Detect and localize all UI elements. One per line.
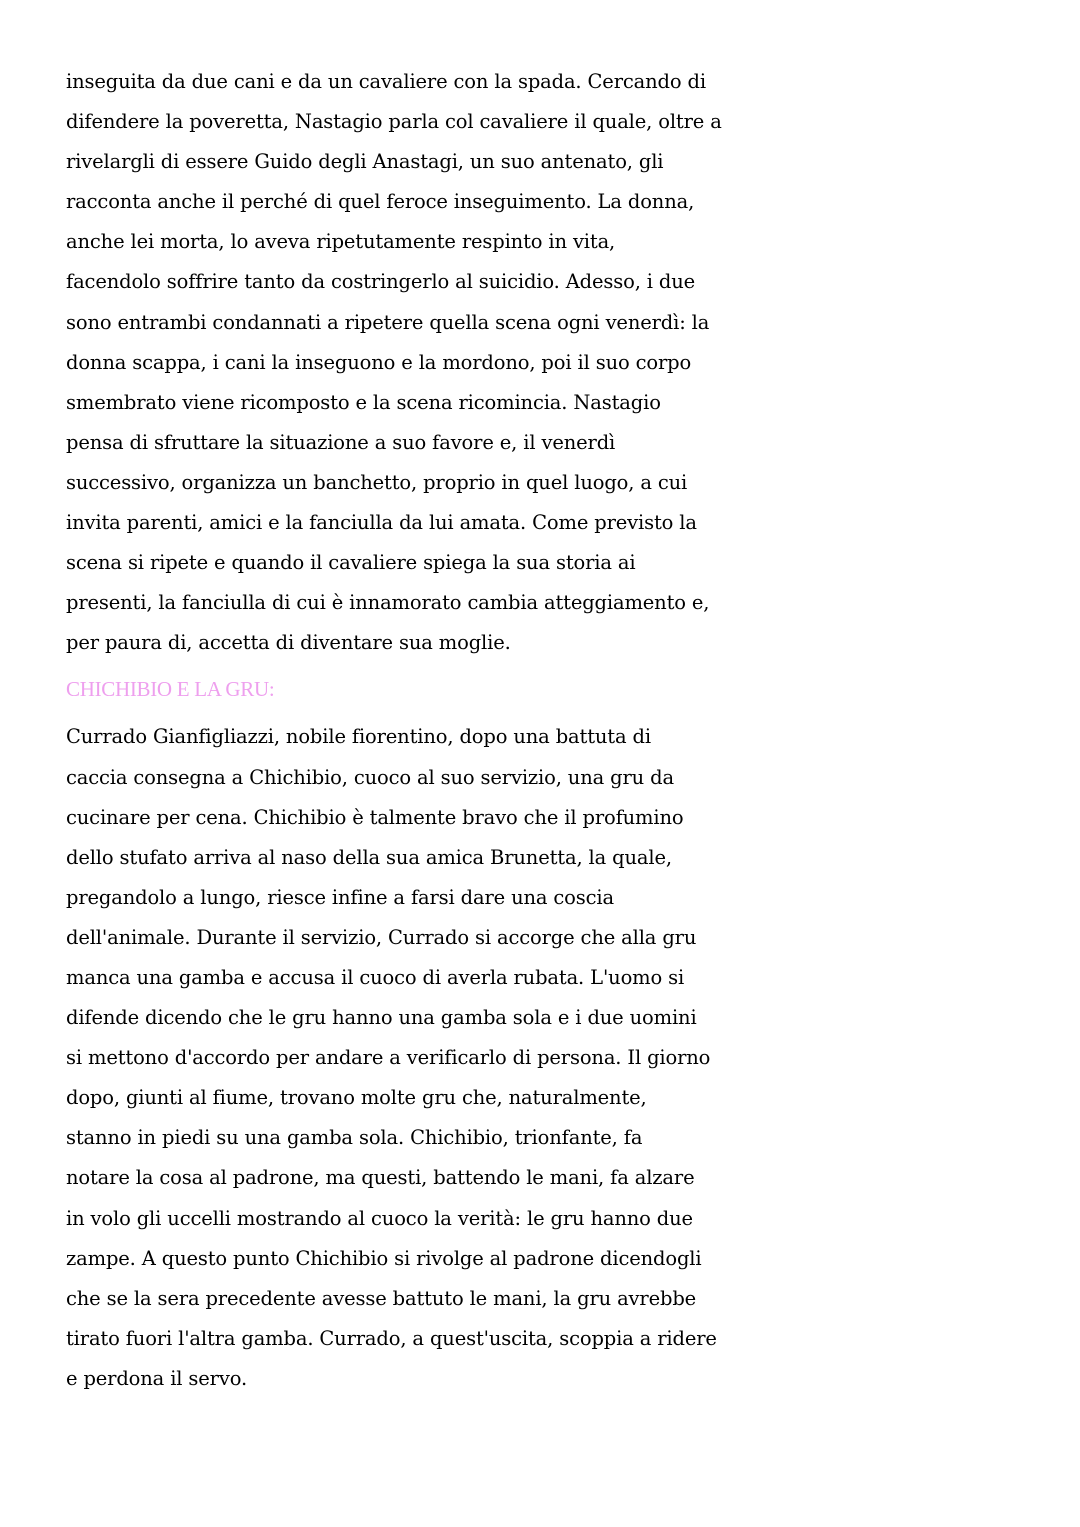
text-line: caccia consegna a Chichibio, cuoco al suo servizio, una gru da xyxy=(66,765,674,789)
text-line: dopo, giunti al fiume, trovano molte gru che, naturalmente, xyxy=(66,1086,647,1110)
text-line: dello stufato arriva al naso della sua amica Brunetta, la quale, xyxy=(66,845,672,869)
text-line: manca una gamba e accusa il cuoco di averla rubata. L'uomo si xyxy=(66,965,685,989)
text-line: inseguita da due cani e da un cavaliere con la spada. Cercando di xyxy=(66,70,706,93)
text-line: zampe. A questo punto Chichibio si rivolge al padrone dicendogli xyxy=(66,1246,702,1270)
text-line: stanno in piedi su una gamba sola. Chichibio, trionfante, fa xyxy=(66,1126,643,1150)
document-page xyxy=(66,62,1026,1399)
text-line: difendere la poveretta, Nastagio parla col cavaliere il quale, oltre a xyxy=(66,110,722,134)
text-line: presenti, la fanciulla di cui è innamorato cambia atteggiamento e, xyxy=(66,591,710,615)
text-line: notare la cosa al padrone, ma questi, battendo le mani, fa alzare xyxy=(66,1166,695,1190)
text-line: racconta anche il perché di quel feroce inseguimento. La donna, xyxy=(66,190,695,214)
section-heading-chichibio: CHICHIBIO E LA GRU: xyxy=(66,677,275,702)
text-line: tirato fuori l'altra gamba. Currado, a quest'uscita, scoppia a ridere xyxy=(66,1326,717,1350)
text-line: scena si ripete e quando il cavaliere spiega la sua storia ai xyxy=(66,551,636,575)
text-line: e perdona il servo. xyxy=(66,1366,247,1390)
text-line: rivelargli di essere Guido degli Anastagi, un suo antenato, gli xyxy=(66,150,664,174)
text-line: in volo gli uccelli mostrando al cuoco la verità: le gru hanno due xyxy=(66,1206,693,1230)
paragraph-nastagio xyxy=(66,62,1026,663)
text-line: pregandolo a lungo, riesce infine a farsi dare una coscia xyxy=(66,885,614,909)
text-line: successivo, organizza un banchetto, proprio in quel luogo, a cui xyxy=(66,470,688,494)
text-line: difende dicendo che le gru hanno una gamba sola e i due uomini xyxy=(66,1006,697,1030)
text-line: Currado Gianfigliazzi, nobile fiorentino, dopo una battuta di xyxy=(66,725,651,749)
text-line: si mettono d'accordo per andare a verificarlo di persona. Il giorno xyxy=(66,1046,711,1070)
text-line: che se la sera precedente avesse battuto le mani, la gru avrebbe xyxy=(66,1286,697,1310)
paragraph-chichibio xyxy=(66,717,1026,1399)
text-line: facendolo soffrire tanto da costringerlo al suicidio. Adesso, i due xyxy=(66,270,696,294)
text-line: cucinare per cena. Chichibio è talmente bravo che il profumino xyxy=(66,805,684,829)
text-line: smembrato viene ricomposto e la scena ricomincia. Nastagio xyxy=(66,390,661,414)
text-line: invita parenti, amici e la fanciulla da lui amata. Come previsto la xyxy=(66,511,697,535)
text-line: sono entrambi condannati a ripetere quella scena ogni venerdì: la xyxy=(66,310,710,334)
text-line: donna scappa, i cani la inseguono e la mordono, poi il suo corpo xyxy=(66,350,692,374)
text-line: pensa di sfruttare la situazione a suo favore e, il venerdì xyxy=(66,430,616,454)
text-line: anche lei morta, lo aveva ripetutamente respinto in vita, xyxy=(66,230,616,254)
text-line: dell'animale. Durante il servizio, Currado si accorge che alla gru xyxy=(66,925,697,949)
text-line: per paura di, accetta di diventare sua moglie. xyxy=(66,631,511,655)
